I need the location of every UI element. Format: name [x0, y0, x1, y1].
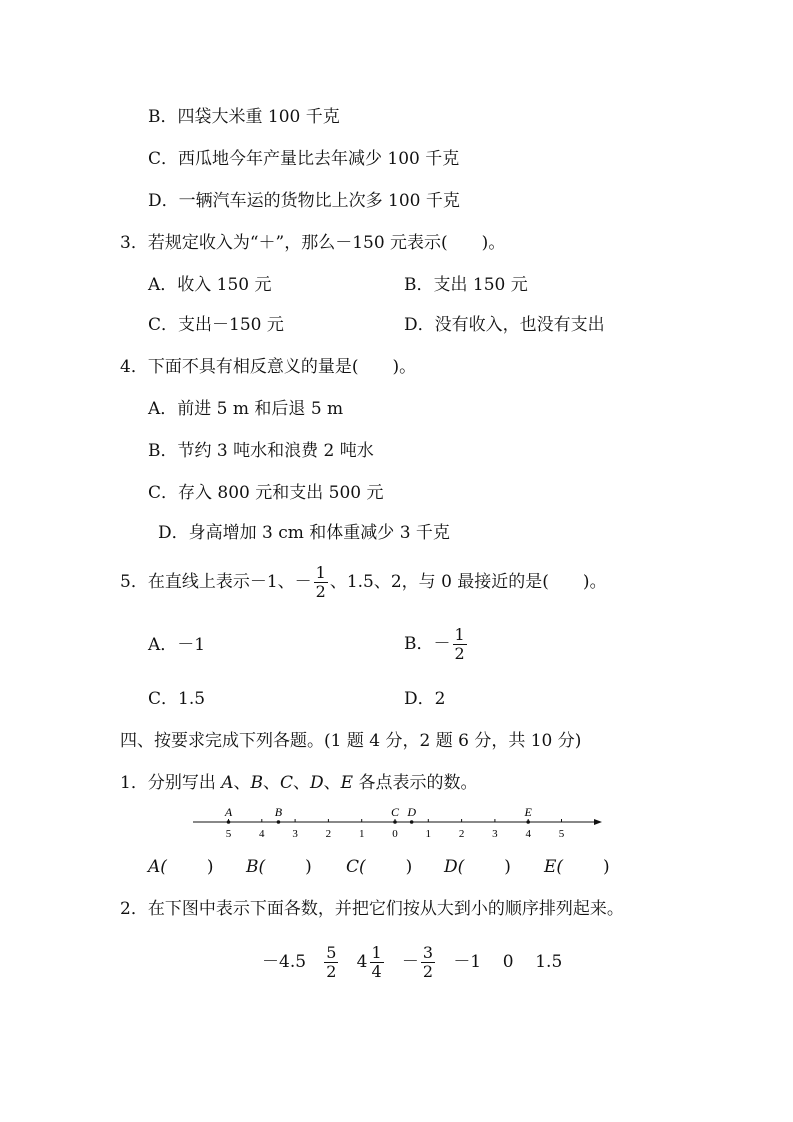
fraction-denominator: 2 — [422, 962, 434, 981]
answer-c-label: C( — [346, 857, 366, 877]
number-line-tick-label: 1 — [425, 828, 432, 840]
fraction-numerator: 1 — [315, 563, 326, 582]
q4-option-a: A．前进 5 m 和后退 5 m — [148, 399, 344, 419]
point-d-label: D — [407, 805, 416, 819]
section4-title: 四、按要求完成下列各题。(1 题 4 分，2 题 6 分，共 10 分) — [120, 731, 582, 751]
q1-sep: 、 — [263, 773, 281, 793]
q1-answer-e — [544, 856, 610, 878]
q4-option-d: D．身高增加 3 cm 和体重减少 3 千克 — [158, 523, 450, 543]
q1-sep: 、 — [323, 773, 341, 793]
number-1-5: 1.5 — [535, 952, 563, 972]
q4-option-b: B．节约 3 吨水和浪费 2 吨水 — [148, 441, 374, 461]
fraction-numerator: 1 — [371, 943, 382, 962]
q3-option-c: C．支出－150 元 — [148, 315, 284, 335]
point-b-label: B — [274, 805, 283, 819]
number-line-tick-label: 2 — [325, 828, 332, 840]
answer-close: ) — [206, 857, 214, 877]
number-line-tick-label: 4 — [259, 828, 265, 840]
fraction-numerator: 1 — [454, 625, 465, 644]
q1-answer-d — [444, 856, 511, 878]
answer-close: ) — [405, 857, 413, 877]
number-line-tick-label: 4 — [525, 828, 531, 840]
q5-option-a: A．－1 — [148, 635, 206, 655]
q1-answer-b — [246, 856, 312, 878]
q5-option-d: D．2 — [404, 689, 446, 709]
fraction-denominator: 4 — [371, 962, 382, 981]
number-line-arrow-icon — [594, 819, 602, 825]
number-0: 0 — [502, 952, 514, 972]
q3-stem: 3．若规定收入为“＋”，那么－150 元表示( )。 — [120, 233, 506, 253]
fraction-denominator: 2 — [326, 962, 337, 981]
q5-stem-fraction — [314, 564, 328, 601]
answer-close: ) — [504, 857, 511, 877]
number-neg-1: －1 — [453, 952, 482, 972]
point-a-dot — [227, 820, 231, 824]
number-line-tick-label: 2 — [458, 828, 465, 840]
number-line-tick-label: 1 — [358, 828, 365, 840]
q1-stem-pre: 1．分别写出 — [120, 773, 222, 793]
q1-sep: 、 — [293, 773, 311, 793]
number-line — [0, 804, 793, 844]
q2-option-b: B．四袋大米重 100 千克 — [148, 107, 340, 127]
answer-e-label: E( — [544, 857, 564, 877]
answer-d-label: D( — [444, 857, 465, 877]
q5-stem-post: 、1.5、2，与 0 最接近的是( )。 — [329, 572, 607, 592]
number-line-tick-label: 5 — [225, 828, 232, 840]
point-e-label: E — [524, 805, 532, 819]
q5-option-c: C．1.5 — [148, 689, 206, 709]
section4-q1-stem — [120, 772, 478, 794]
fraction-denominator: 2 — [454, 644, 465, 663]
q1-letter-d: D — [310, 773, 324, 793]
point-d-dot — [410, 820, 414, 824]
fraction-3-2 — [421, 944, 435, 981]
fraction-denominator: 2 — [315, 582, 326, 601]
fraction-numerator: 3 — [422, 943, 434, 962]
point-c-dot — [393, 820, 397, 824]
q2-option-c: C．西瓜地今年产量比去年减少 100 千克 — [148, 149, 460, 169]
q4-option-c: C．存入 800 元和支出 500 元 — [148, 483, 384, 503]
fraction-numerator: 5 — [326, 943, 337, 962]
q1-letter-c: C — [280, 773, 294, 793]
number-line-tick-label: 3 — [492, 828, 498, 840]
point-a-label: A — [224, 805, 233, 819]
number-line-tick-label: 0 — [392, 828, 398, 840]
q5-option-b-pre: B．－ — [404, 634, 451, 654]
mixed-number-fraction — [370, 944, 384, 981]
q1-answer-c — [346, 856, 412, 878]
fraction-5-2 — [324, 944, 338, 981]
answer-a-label: A( — [148, 857, 167, 877]
q1-letter-b: B — [250, 773, 264, 793]
negative-sign: － — [401, 952, 419, 972]
q1-answer-row — [148, 856, 214, 878]
q1-stem-post: 各点表示的数。 — [353, 773, 478, 793]
mixed-number-whole: 4 — [356, 952, 368, 972]
q1-sep: 、 — [233, 773, 251, 793]
q1-letter-a: A — [221, 773, 234, 793]
point-b-dot — [277, 820, 281, 824]
q3-option-d: D．没有收入，也没有支出 — [404, 315, 605, 335]
q1-letter-e: E — [340, 773, 354, 793]
number-neg-4-5: －4.5 — [262, 952, 307, 972]
point-c-label: C — [390, 805, 400, 819]
q5-option-b-fraction — [453, 626, 467, 663]
q2-number-list — [262, 944, 562, 981]
q2-option-d: D．一辆汽车运的货物比上次多 100 千克 — [148, 191, 460, 211]
q5-stem-pre: 5．在直线上表示－1、－ — [120, 572, 312, 592]
answer-close: ) — [603, 857, 610, 877]
q5-stem — [120, 564, 607, 601]
answer-close: ) — [305, 857, 312, 877]
point-e-dot — [526, 820, 530, 824]
q4-stem: 4．下面不具有相反意义的量是( )。 — [120, 357, 417, 377]
q5-option-b — [404, 626, 469, 663]
q3-option-a: A．收入 150 元 — [148, 275, 272, 295]
q3-option-b: B．支出 150 元 — [404, 275, 528, 295]
number-line-tick-label: 3 — [292, 828, 298, 840]
section4-q2-stem: 2．在下图中表示下面各数，并把它们按从大到小的顺序排列起来。 — [120, 899, 624, 919]
number-line-tick-label: 5 — [558, 828, 565, 840]
answer-b-label: B( — [246, 857, 266, 877]
